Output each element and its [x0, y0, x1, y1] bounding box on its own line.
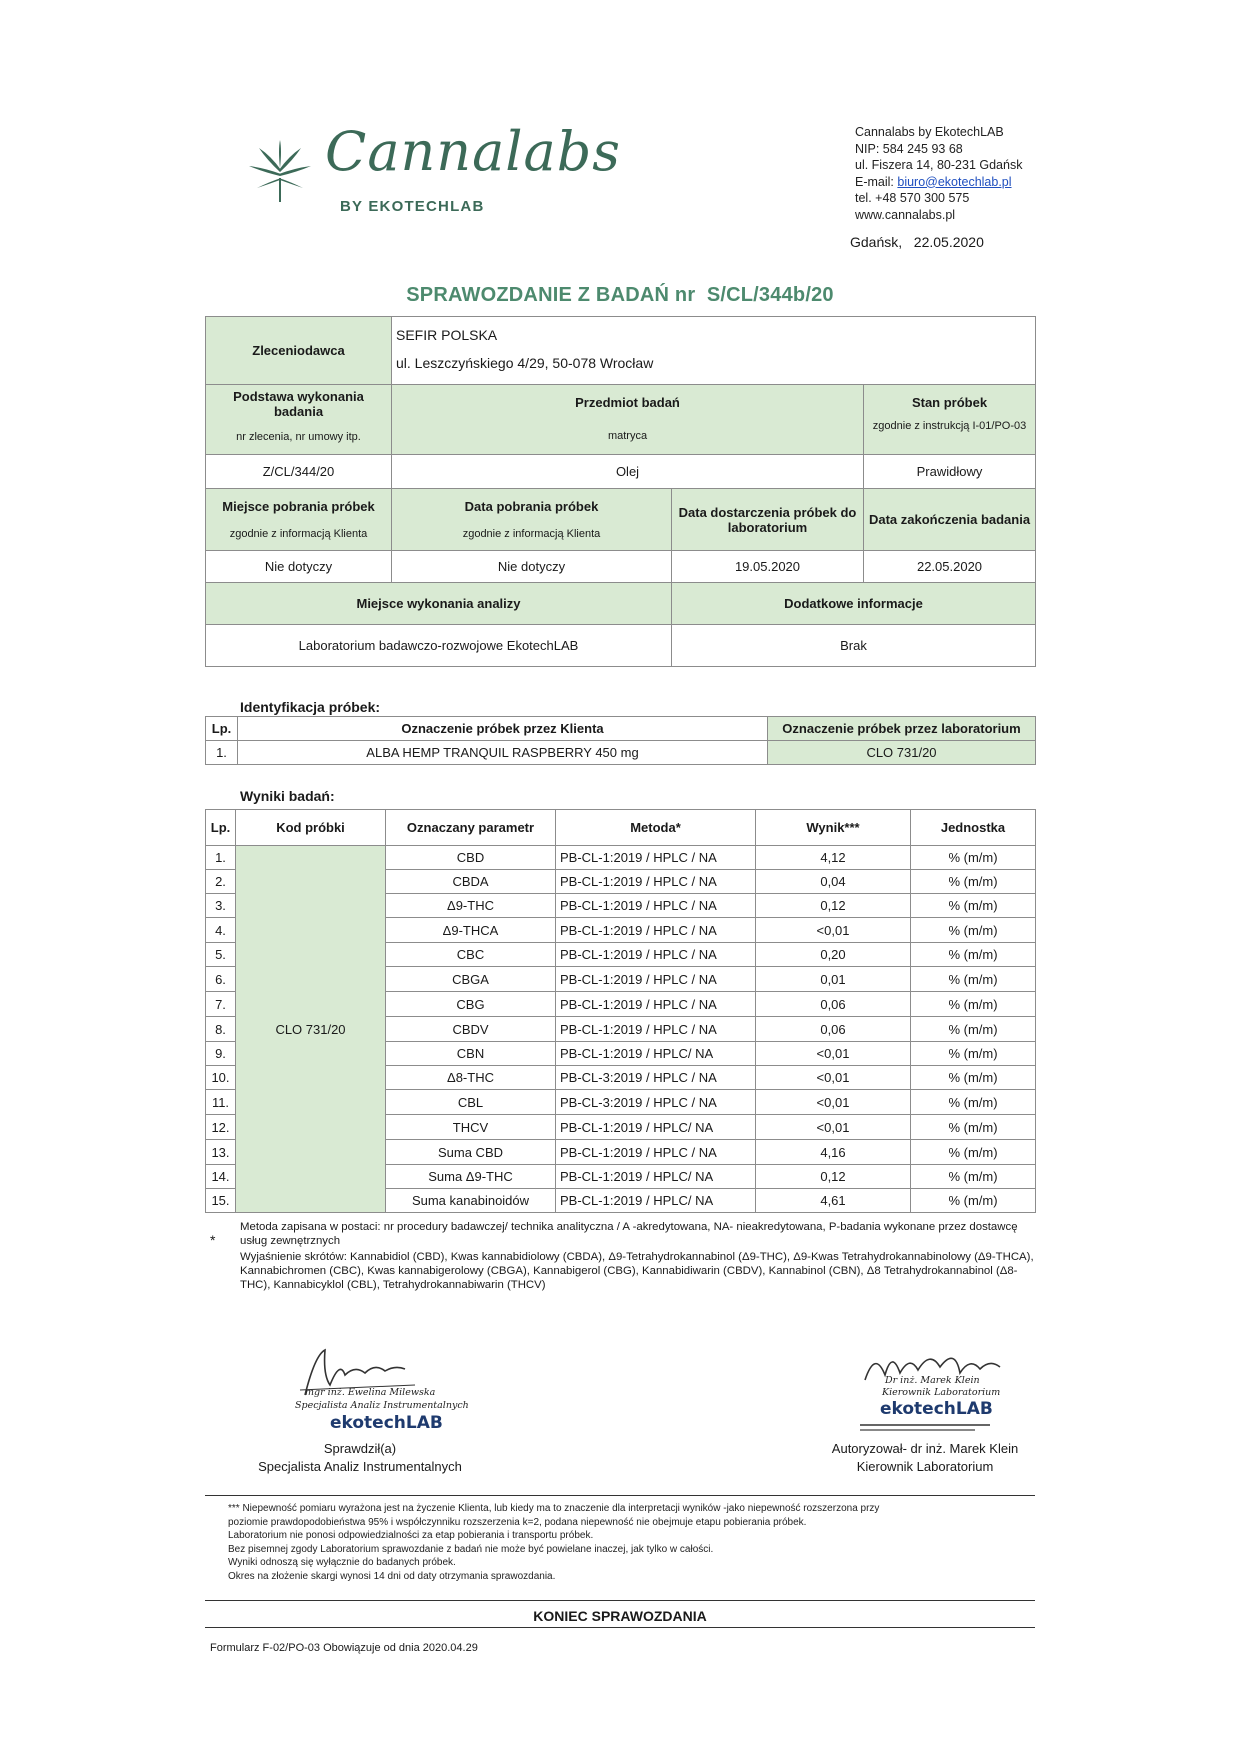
state-label: Stan próbek: [911, 395, 988, 410]
right-caption-2: Kierownik Laboratorium: [856, 1459, 994, 1474]
results-row-lp: 6.: [206, 967, 236, 992]
company-email-line: [855, 174, 1095, 191]
results-row-method: PB-CL-3:2019 / HPLC / NA: [556, 1090, 756, 1115]
results-row: [206, 846, 1036, 870]
sampling-date-label: Data pobrania próbek: [464, 499, 599, 514]
sampling-date-header: [392, 489, 672, 551]
results-row-result: 0,04: [756, 870, 911, 894]
results-row-lp: 9.: [206, 1042, 236, 1066]
results-row-result: <0,01: [756, 918, 911, 943]
results-row-unit: % (m/m): [911, 967, 1036, 992]
client-address: ul. Leszczyńskiego 4/29, 50-078 Wrocław: [396, 355, 654, 371]
delivery-date-value: 19.05.2020: [672, 551, 864, 583]
results-row-method: PB-CL-1:2019 / HPLC/ NA: [556, 1042, 756, 1066]
right-stamp-logo: ekotechLAB: [880, 1399, 993, 1419]
results-row-param: Δ9-THCA: [386, 918, 556, 943]
results-row-unit: % (m/m): [911, 1090, 1036, 1115]
footer-note-line: Laboratorium nie ponosi odpowiedzialności za etap pobierania i transportu próbek.: [228, 1530, 594, 1541]
results-row-param: CBG: [386, 992, 556, 1017]
results-row-lp: 2.: [206, 870, 236, 894]
right-caption-1: Autoryzował- dr inż. Marek Klein: [831, 1441, 1019, 1456]
sampling-place-value: Nie dotyczy: [206, 551, 392, 583]
end-date-value: 22.05.2020: [864, 551, 1036, 583]
logo-wordmark: Cannalabs: [325, 120, 622, 183]
results-heading: Wyniki badań:: [240, 788, 335, 804]
results-row-method: PB-CL-1:2019 / HPLC / NA: [556, 943, 756, 967]
results-col-unit: Jednostka: [911, 810, 1036, 846]
company-phone: tel. +48 570 300 575: [855, 191, 970, 205]
results-row-lp: 8.: [206, 1017, 236, 1042]
results-body: [206, 846, 1036, 1213]
results-row-unit: % (m/m): [911, 1189, 1036, 1213]
results-row-result: <0,01: [756, 1042, 911, 1066]
right-signer-name: Dr inż. Marek Klein: [885, 1375, 980, 1386]
cannabis-leaf-icon: [245, 138, 315, 208]
left-signer-stamp-title: Specjalista Analiz Instrumentalnych: [295, 1400, 469, 1411]
results-col-code: Kod próbki: [236, 810, 386, 846]
footer-note-line: Wyniki odnoszą się wyłącznie do badanych próbek.: [228, 1557, 456, 1568]
results-row-unit: % (m/m): [911, 894, 1036, 918]
identification-col-lp: Lp.: [206, 717, 238, 741]
results-row-lp: 14.: [206, 1165, 236, 1189]
identification-row-client: ALBA HEMP TRANQUIL RASPBERRY 450 mg: [238, 741, 768, 765]
results-row-param: CBD: [386, 846, 556, 870]
email-link[interactable]: biuro@ekotechlab.pl: [897, 174, 1012, 189]
client-label: Zleceniodawca: [206, 317, 392, 385]
identification-row-lab: CLO 731/20: [768, 741, 1036, 765]
company-nip: NIP: 584 245 93 68: [855, 141, 963, 156]
footer-notes: [228, 1502, 1028, 1583]
results-row-lp: 13.: [206, 1140, 236, 1165]
results-row-result: 0,06: [756, 992, 911, 1017]
results-row-result: <0,01: [756, 1115, 911, 1140]
results-row-method: PB-CL-1:2019 / HPLC/ NA: [556, 1165, 756, 1189]
results-row-unit: % (m/m): [911, 870, 1036, 894]
results-row-method: PB-CL-1:2019 / HPLC / NA: [556, 992, 756, 1017]
method-note: Metoda zapisana w postaci: nr procedury badawczej/ technika analityczna / A -akredytowana, NA- nieakredytowana, P-badania wykonane przez dostawcę usług zewnętrznych: [240, 1221, 1018, 1247]
results-row-unit: % (m/m): [911, 1115, 1036, 1140]
results-row-method: PB-CL-1:2019 / HPLC / NA: [556, 870, 756, 894]
right-signature-block: [820, 1345, 1030, 1475]
state-header: [864, 385, 1036, 455]
form-identifier: Formularz F-02/PO-03 Obowiązuje od dnia 2020.04.29: [210, 1642, 478, 1654]
analysis-place-label: Miejsce wykonania analizy: [206, 583, 672, 625]
end-date-label: Data zakończenia badania: [864, 489, 1036, 551]
results-table: [205, 809, 1036, 1213]
sampling-date-sub: zgodnie z informacją Klienta: [462, 528, 601, 540]
right-signer-stamp-title: Kierownik Laboratorium: [882, 1387, 1001, 1398]
results-row-method: PB-CL-1:2019 / HPLC / NA: [556, 1140, 756, 1165]
client-cell: [392, 317, 1036, 385]
abbreviations-note: Wyjaśnienie skrótów: Kannabidiol (CBD), Kwas kannabidiolowy (CBDA), Δ9-Tetrahydrokannabinol (Δ9-THC), Δ9-Kwas Tetrahydrokannabinolowy (Δ9-THCA), Kannabichromen (CBC), Kwas kannabigerolowy (CBGA), Kannabigerol (CBG), Kannabidiwarin (CBDV), Kannabinol (CBN), Δ8 Tetrahydrokannabinol (Δ8-THC), Kannabicyklol (CBL), Tetrahydrokannabiwarin (THCV): [240, 1251, 1034, 1291]
results-row-result: <0,01: [756, 1090, 911, 1115]
subject-sub: matryca: [607, 430, 648, 442]
identification-table: [205, 716, 1036, 765]
identification-heading: Identyfikacja próbek:: [240, 699, 381, 715]
results-row-result: 4,16: [756, 1140, 911, 1165]
results-row-method: PB-CL-3:2019 / HPLC / NA: [556, 1066, 756, 1090]
place-date: Gdańsk, 22.05.2020: [850, 234, 984, 250]
results-row-method: PB-CL-1:2019 / HPLC / NA: [556, 894, 756, 918]
results-col-method: Metoda*: [556, 810, 756, 846]
results-row-param: CBGA: [386, 967, 556, 992]
subject-label: Przedmiot badań: [575, 395, 680, 410]
email-prefix: E-mail:: [855, 174, 898, 189]
basis-label: Podstawa wykonania badania: [233, 389, 364, 419]
results-row-result: 0,12: [756, 894, 911, 918]
results-row-unit: % (m/m): [911, 1140, 1036, 1165]
identification-col-client: Oznaczenie próbek przez Klienta: [238, 717, 768, 741]
results-row-lp: 11.: [206, 1090, 236, 1115]
results-row-method: PB-CL-1:2019 / HPLC / NA: [556, 846, 756, 870]
results-col-lp: Lp.: [206, 810, 236, 846]
results-sample-code: CLO 731/20: [236, 846, 386, 1213]
results-row-result: 4,61: [756, 1189, 911, 1213]
results-row-param: Suma CBD: [386, 1140, 556, 1165]
results-row-lp: 1.: [206, 846, 236, 870]
results-row-result: 0,12: [756, 1165, 911, 1189]
results-row-lp: 3.: [206, 894, 236, 918]
basis-sub: nr zlecenia, nr umowy itp.: [236, 431, 361, 443]
subject-header: [392, 385, 864, 455]
company-contact: [855, 124, 1095, 223]
footer-note-line: Bez pisemnej zgody Laboratorium sprawozdanie z badań nie może być powielane inaczej, jak tylko w całości.: [228, 1543, 714, 1555]
results-row-lp: 5.: [206, 943, 236, 967]
results-row-unit: % (m/m): [911, 1066, 1036, 1090]
results-row-param: CBC: [386, 943, 556, 967]
results-row-method: PB-CL-1:2019 / HPLC / NA: [556, 967, 756, 992]
sampling-place-label: Miejsce pobrania próbek: [222, 499, 375, 514]
results-row-lp: 12.: [206, 1115, 236, 1140]
results-row-unit: % (m/m): [911, 846, 1036, 870]
results-row-result: 0,01: [756, 967, 911, 992]
footer-divider-bottom: [205, 1627, 1035, 1628]
report-header-table: [205, 316, 1036, 667]
results-col-result: Wynik***: [756, 810, 911, 846]
results-row-param: CBL: [386, 1090, 556, 1115]
footer-note-line: poziomie prawdopodobieństwa 95% i współczynniku rozszerzenia k=2, podana niepewność nie obejmuje etapu pobierania próbek.: [228, 1516, 807, 1528]
results-row-lp: 10.: [206, 1066, 236, 1090]
company-name: Cannalabs by EkotechLAB: [855, 125, 1004, 139]
left-caption-1: Sprawdził(a): [323, 1441, 397, 1456]
results-row-unit: % (m/m): [911, 1165, 1036, 1189]
results-row-param: Suma Δ9-THC: [386, 1165, 556, 1189]
left-caption-2: Specjalista Analiz Instrumentalnych: [258, 1459, 462, 1474]
results-row-param: THCV: [386, 1115, 556, 1140]
report-title: SPRAWOZDANIE Z BADAŃ nr S/CL/344b/20: [406, 284, 834, 306]
results-row-method: PB-CL-1:2019 / HPLC/ NA: [556, 1115, 756, 1140]
results-row-lp: 15.: [206, 1189, 236, 1213]
results-col-param: Oznaczany parametr: [386, 810, 556, 846]
results-row-lp: 4.: [206, 918, 236, 943]
additional-info-label: Dodatkowe informacje: [672, 583, 1036, 625]
footer-note-line: Okres na złożenie skargi wynosi 14 dni od daty otrzymania sprawozdania.: [228, 1570, 556, 1582]
results-row-method: PB-CL-1:2019 / HPLC/ NA: [556, 1189, 756, 1213]
results-row-unit: % (m/m): [911, 1017, 1036, 1042]
footer-divider-mid: [205, 1600, 1035, 1601]
results-row-unit: % (m/m): [911, 1042, 1036, 1066]
right-stamp-details: [860, 1421, 1010, 1433]
results-row-param: CBDV: [386, 1017, 556, 1042]
identification-row-lp: 1.: [206, 741, 238, 765]
client-name: SEFIR POLSKA: [396, 327, 498, 343]
analysis-place-value: Laboratorium badawczo-rozwojowe EkotechLAB: [206, 625, 672, 667]
left-signature-block: [255, 1345, 469, 1475]
results-row-result: 0,20: [756, 943, 911, 967]
subject-value: Olej: [392, 455, 864, 489]
delivery-date-label: Data dostarczenia próbek do laboratorium: [672, 489, 864, 551]
note-star: *: [210, 1232, 216, 1248]
sampling-date-value: Nie dotyczy: [392, 551, 672, 583]
logo-subtitle: BY EKOTECHLAB: [340, 198, 485, 215]
sampling-place-sub: zgodnie z informacją Klienta: [229, 528, 368, 540]
results-row-unit: % (m/m): [911, 918, 1036, 943]
results-row-unit: % (m/m): [911, 943, 1036, 967]
results-row-result: <0,01: [756, 1066, 911, 1090]
identification-col-lab: Oznaczenie próbek przez laboratorium: [768, 717, 1036, 741]
company-website: www.cannalabs.pl: [855, 207, 956, 222]
additional-info-value: Brak: [672, 625, 1036, 667]
results-row-result: 4,12: [756, 846, 911, 870]
state-sub: zgodnie z instrukcją I-01/PO-03: [872, 420, 1027, 432]
company-logo: [245, 120, 622, 215]
left-stamp-logo: ekotechLAB: [330, 1413, 443, 1433]
results-row-param: Suma kanabinoidów: [386, 1189, 556, 1213]
footer-note-line: *** Niepewność pomiaru wyrażona jest na życzenie Klienta, lub kiedy ma to znaczenie dla interpretacji wyników -jako niepewność rozszerzona przy: [228, 1503, 880, 1514]
results-row-param: Δ9-THC: [386, 894, 556, 918]
results-row-param: Δ8-THC: [386, 1066, 556, 1090]
basis-header: [206, 385, 392, 455]
results-row-lp: 7.: [206, 992, 236, 1017]
results-row-method: PB-CL-1:2019 / HPLC / NA: [556, 1017, 756, 1042]
report-end-label: KONIEC SPRAWOZDANIA: [533, 1608, 707, 1624]
results-row-unit: % (m/m): [911, 992, 1036, 1017]
results-row-method: PB-CL-1:2019 / HPLC / NA: [556, 918, 756, 943]
results-row-result: 0,06: [756, 1017, 911, 1042]
left-signer-name: mgr inż. Ewelina Milewska: [305, 1387, 436, 1398]
basis-value: Z/CL/344/20: [206, 455, 392, 489]
sampling-place-header: [206, 489, 392, 551]
company-address: ul. Fiszera 14, 80-231 Gdańsk: [855, 158, 1023, 172]
state-value: Prawidłowy: [864, 455, 1036, 489]
results-row-param: CBN: [386, 1042, 556, 1066]
results-row-param: CBDA: [386, 870, 556, 894]
footer-divider-top: [205, 1495, 1035, 1496]
